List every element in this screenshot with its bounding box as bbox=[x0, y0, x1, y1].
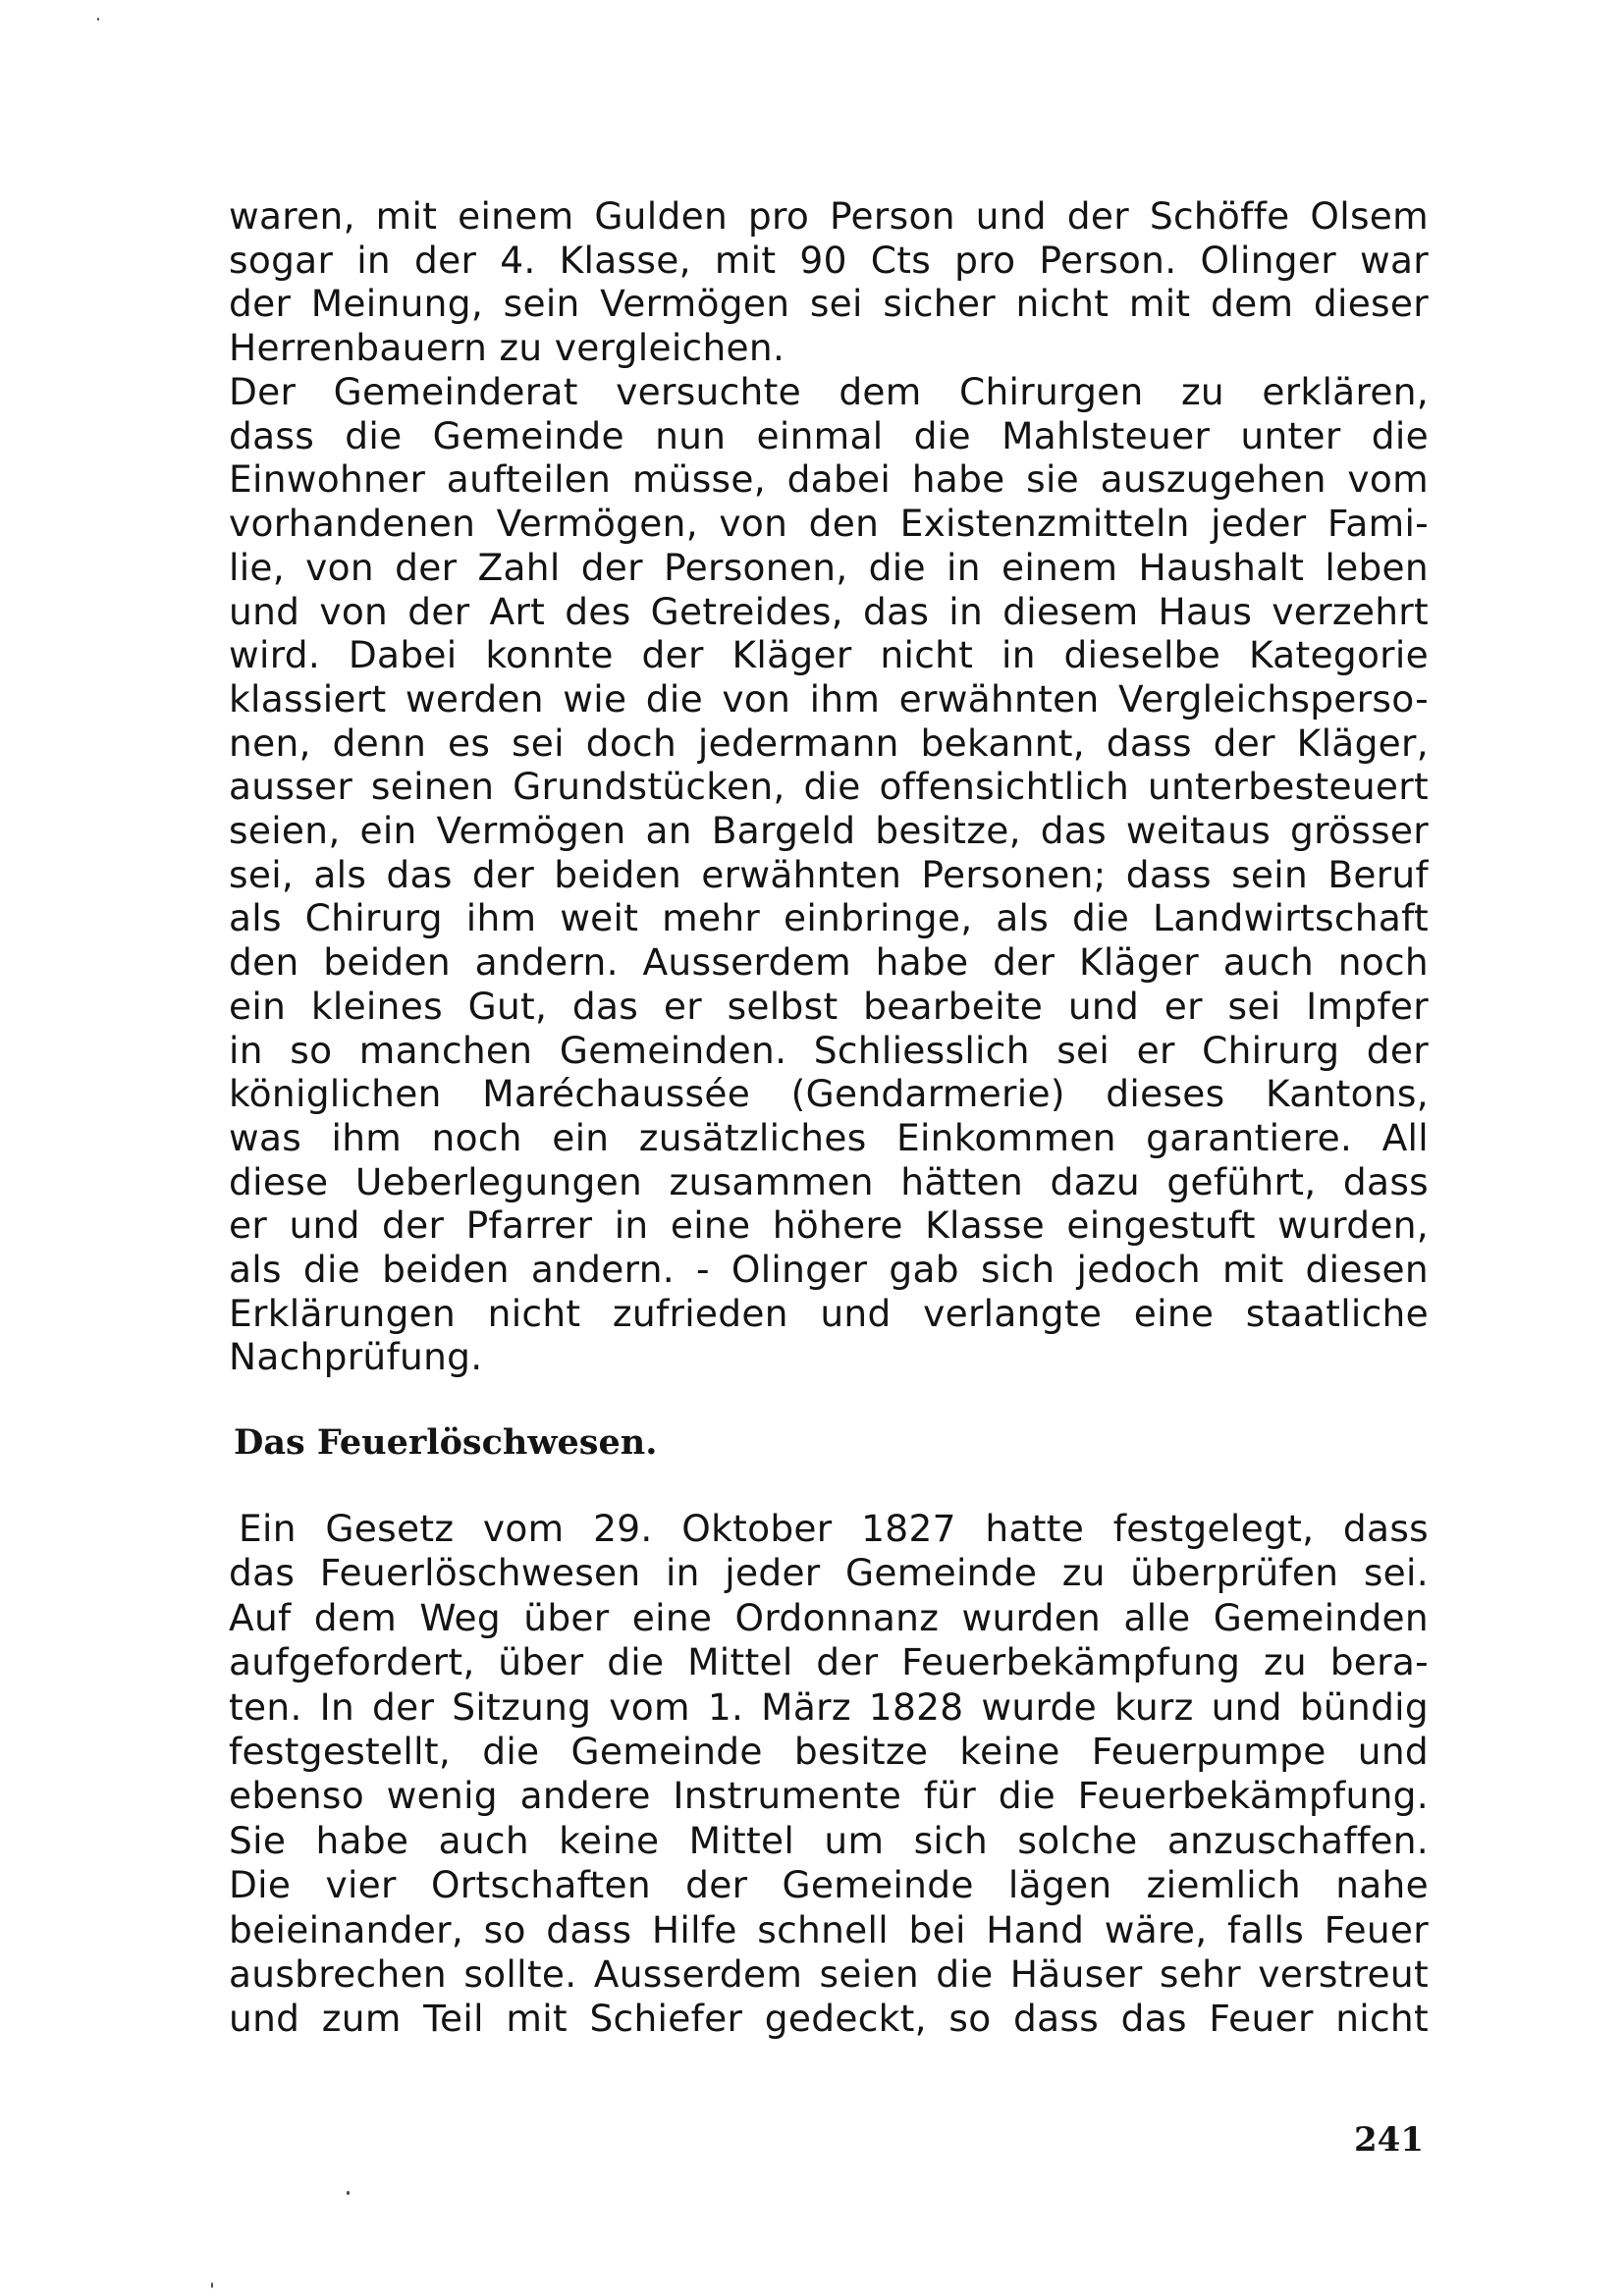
text-line: ein kleines Gut, das er selbst bearbeite und er sei Impfer bbox=[229, 984, 1429, 1028]
text-line: Ein Gesetz vom 29. Oktober 1827 hatte festgelegt, dass bbox=[239, 1507, 1429, 1550]
text-line: sogar in der 4. Klasse, mit 90 Cts pro Person. Olinger war bbox=[229, 238, 1429, 282]
text-line: diese Ueberlegungen zusammen hätten dazu geführt, dass bbox=[229, 1159, 1429, 1203]
text-line: klassiert werden wie die von ihm erwähnten Vergleichsperso- bbox=[229, 676, 1429, 721]
paragraph-3 bbox=[229, 1507, 1429, 2042]
text-line: er und der Pfarrer in eine höhere Klasse eingestuft wurden, bbox=[229, 1203, 1429, 1248]
text-line: ten. In der Sitzung vom 1. März 1828 wurde kurz und bündig bbox=[229, 1684, 1429, 1729]
text-line: das Feuerlöschwesen in jeder Gemeinde zu überprüfen sei. bbox=[229, 1551, 1429, 1595]
page-number: 241 bbox=[1354, 2120, 1424, 2160]
text-line: beieinander, so dass Hilfe schnell bei Hand wäre, falls Feuer bbox=[229, 1907, 1429, 1951]
text-line: den beiden andern. Ausserdem habe der Kläger auch noch bbox=[229, 940, 1429, 985]
scan-speck bbox=[347, 2191, 350, 2195]
text-line: Die vier Ortschaften der Gemeinde lägen ziemlich nahe bbox=[229, 1863, 1429, 1907]
text-line: vorhandenen Vermögen, von den Existenzmitteln jeder Fami- bbox=[229, 502, 1429, 546]
text-line: waren, mit einem Gulden pro Person und der Schöffe Olsem bbox=[229, 194, 1429, 238]
text-line: Erklärungen nicht zufrieden und verlangte eine staatliche bbox=[229, 1291, 1429, 1335]
text-line: Der Gemeinderat versuchte dem Chirurgen zu erklären, bbox=[229, 370, 1429, 413]
text-line: was ihm noch ein zusätzliches Einkommen garantiere. All bbox=[229, 1115, 1429, 1159]
scan-speck bbox=[97, 18, 99, 21]
text-line: als die beiden andern. - Olinger gab sich jedoch mit diesen bbox=[229, 1248, 1429, 1292]
text-line: wird. Dabei konnte der Kläger nicht in dieselbe Kategorie bbox=[229, 633, 1429, 677]
text-line: ausser seinen Grundstücken, die offensichtlich unterbesteuert bbox=[229, 765, 1429, 809]
text-line: und zum Teil mit Schiefer gedeckt, so dass das Feuer nicht bbox=[229, 1997, 1429, 2041]
scan-speck bbox=[211, 2282, 213, 2288]
text-line: königlichen Maréchaussée (Gendarmerie) dieses Kantons, bbox=[229, 1072, 1429, 1116]
text-line: als Chirurg ihm weit mehr einbringe, als die Landwirtschaft bbox=[229, 896, 1429, 940]
text-line: Nachprüfung. bbox=[229, 1335, 483, 1379]
text-line: und von der Art des Getreides, das in diesem Haus verzehrt bbox=[229, 589, 1429, 633]
text-line: Sie habe auch keine Mittel um sich solche anzuschaffen. bbox=[229, 1818, 1429, 1862]
text-line: in so manchen Gemeinden. Schliesslich sei er Chirurg der bbox=[229, 1028, 1429, 1072]
text-line: dass die Gemeinde nun einmal die Mahlsteuer unter die bbox=[229, 413, 1429, 457]
paragraph-1 bbox=[229, 194, 1429, 370]
text-line: der Meinung, sein Vermögen sei sicher nicht mit dem dieser bbox=[229, 282, 1429, 326]
text-line: sei, als das der beiden erwähnten Personen; dass sein Beruf bbox=[229, 852, 1429, 896]
text-line: Einwohner aufteilen müsse, dabei habe sie auszugehen vom bbox=[229, 457, 1429, 502]
text-line: Herrenbauern zu vergleichen. bbox=[229, 326, 785, 370]
section-heading: Das Feuerlöschwesen. bbox=[234, 1422, 658, 1463]
text-line: Auf dem Weg über eine Ordonnanz wurden alle Gemeinden bbox=[229, 1595, 1429, 1639]
text-line: seien, ein Vermögen an Bargeld besitze, das weitaus grösser bbox=[229, 809, 1429, 853]
text-line: aufgefordert, über die Mittel der Feuerbekämpfung zu bera- bbox=[229, 1640, 1429, 1684]
text-line: ebenso wenig andere Instrumente für die Feuerbekämpfung. bbox=[229, 1774, 1429, 1818]
text-line: festgestellt, die Gemeinde besitze keine Feuerpumpe und bbox=[229, 1730, 1429, 1774]
paragraph-2 bbox=[229, 370, 1429, 1379]
text-line: nen, denn es sei doch jedermann bekannt, dass der Kläger, bbox=[229, 721, 1429, 765]
text-line: ausbrechen sollte. Ausserdem seien die Häuser sehr verstreut bbox=[229, 1952, 1429, 1997]
text-line: lie, von der Zahl der Personen, die in einem Haushalt leben bbox=[229, 545, 1429, 589]
